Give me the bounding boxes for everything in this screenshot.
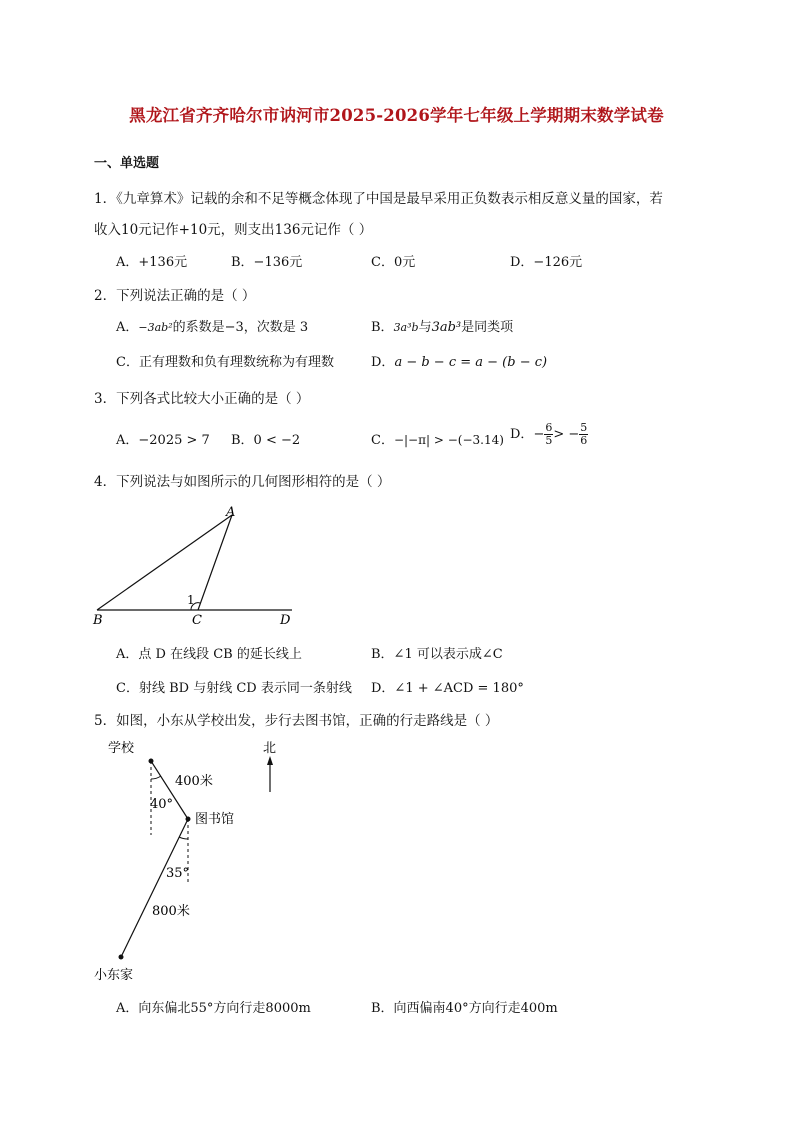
label-home: 小东家	[94, 968, 134, 983]
q3-option-d-gt: > −	[553, 427, 580, 442]
segment-ca	[198, 515, 232, 610]
q4-option-d: D．∠1 + ∠ACD = 180°	[371, 681, 524, 696]
q2-option-b	[371, 316, 513, 335]
fraction2-denominator: 6	[580, 434, 588, 447]
q3-option-c-prefix: C．	[371, 433, 394, 448]
segment-ba	[97, 515, 232, 610]
q5-option-a: A．向东偏北55°方向行走8000m	[116, 1001, 311, 1016]
home-point	[119, 955, 124, 960]
q2-stem: 2．下列说法正确的是（ ）	[94, 288, 256, 304]
fraction1-denominator: 5	[545, 434, 553, 447]
label-a: A	[226, 505, 236, 520]
q4-option-c: C．射线 BD 与射线 CD 表示同一条射线	[116, 681, 352, 696]
label-angle-1: 1	[187, 593, 195, 607]
q2-option-b-expr1: 3a³b	[393, 321, 419, 334]
q2-option-d-prefix: D．	[371, 355, 395, 370]
q2-option-c: C．正有理数和负有理数统称为有理数	[116, 355, 334, 370]
q2-option-b-text: 是同类项	[461, 320, 514, 335]
fraction2-numerator: 5	[580, 421, 588, 434]
label-angle-40: 40°	[150, 797, 174, 812]
q4-stem: 4．下列说法与如图所示的几何图形相符的是（ ）	[94, 474, 391, 490]
q2-option-d	[371, 351, 547, 370]
label-c: C	[192, 613, 202, 628]
q3-option-a: A．−2025 > 7	[116, 433, 210, 448]
fraction1-numerator: 6	[545, 421, 553, 434]
q1-stem-line2: 收入10元记作+10元，则支出136元记作（ ）	[94, 222, 373, 238]
section-heading: 一、单选题	[94, 156, 160, 171]
north-arrow-icon	[267, 756, 273, 765]
angle-40-arc	[151, 776, 161, 779]
label-800m: 800米	[152, 904, 190, 919]
q3-option-c-expr: −|−π| > −(−3.14)	[393, 433, 504, 447]
label-library: 图书馆	[195, 812, 235, 827]
q1-stem-line1: 1．《九章算术》记载的余和不足等概念体现了中国是最早采用正负数表示相反意义量的国家，若	[94, 191, 663, 207]
label-north: 北	[263, 741, 277, 756]
q1-option-b: B．−136元	[231, 255, 303, 270]
q2-option-a-prefix: A．	[116, 320, 139, 335]
q4-option-a: A．点 D 在线段 CB 的延长线上	[116, 647, 302, 662]
q2-option-a	[116, 316, 308, 335]
q2-option-b-prefix: B．	[371, 320, 394, 335]
q2-option-a-expr: −3ab²	[138, 321, 173, 334]
q1-option-a: A．+136元	[116, 255, 188, 270]
q4-geometry-figure	[88, 500, 308, 630]
q3-option-c	[371, 429, 504, 448]
q3-option-b: B．0 < −2	[231, 433, 301, 448]
q5-route-figure	[90, 735, 290, 985]
q1-option-c: C．0元	[371, 255, 416, 270]
q3-option-d-fraction1	[544, 422, 553, 447]
q5-option-b: B．向西偏南40°方向行走400m	[371, 1001, 558, 1016]
q3-option-d-neg: −	[533, 427, 545, 442]
q4-option-b: B．∠1 可以表示成∠C	[371, 647, 503, 662]
q2-option-b-mid: 与	[418, 320, 432, 335]
q1-option-d: D．−126元	[510, 255, 583, 270]
label-400m: 400米	[175, 774, 213, 789]
q5-stem: 5．如图，小东从学校出发，步行去图书馆，正确的行走路线是（ ）	[94, 713, 499, 729]
label-angle-35: 35°	[166, 866, 190, 881]
q2-option-d-expr: a − b − c = a − (b − c)	[394, 355, 548, 370]
q3-option-d	[510, 422, 588, 447]
q3-option-d-fraction2	[579, 422, 588, 447]
route-library-home	[121, 819, 188, 957]
exam-title: 黑龙江省齐齐哈尔市讷河市2025-2026学年七年级上学期期末数学试卷	[129, 106, 664, 125]
q3-option-d-prefix: D．	[510, 427, 534, 442]
angle-35-arc	[179, 837, 188, 839]
q3-stem: 3．下列各式比较大小正确的是（ ）	[94, 391, 310, 407]
label-d: D	[280, 613, 291, 628]
q2-option-b-expr2: 3ab³	[431, 320, 462, 335]
label-school: 学校	[108, 741, 135, 756]
label-b: B	[93, 613, 103, 628]
q2-option-a-text: 的系数是−3，次数是 3	[172, 320, 309, 335]
